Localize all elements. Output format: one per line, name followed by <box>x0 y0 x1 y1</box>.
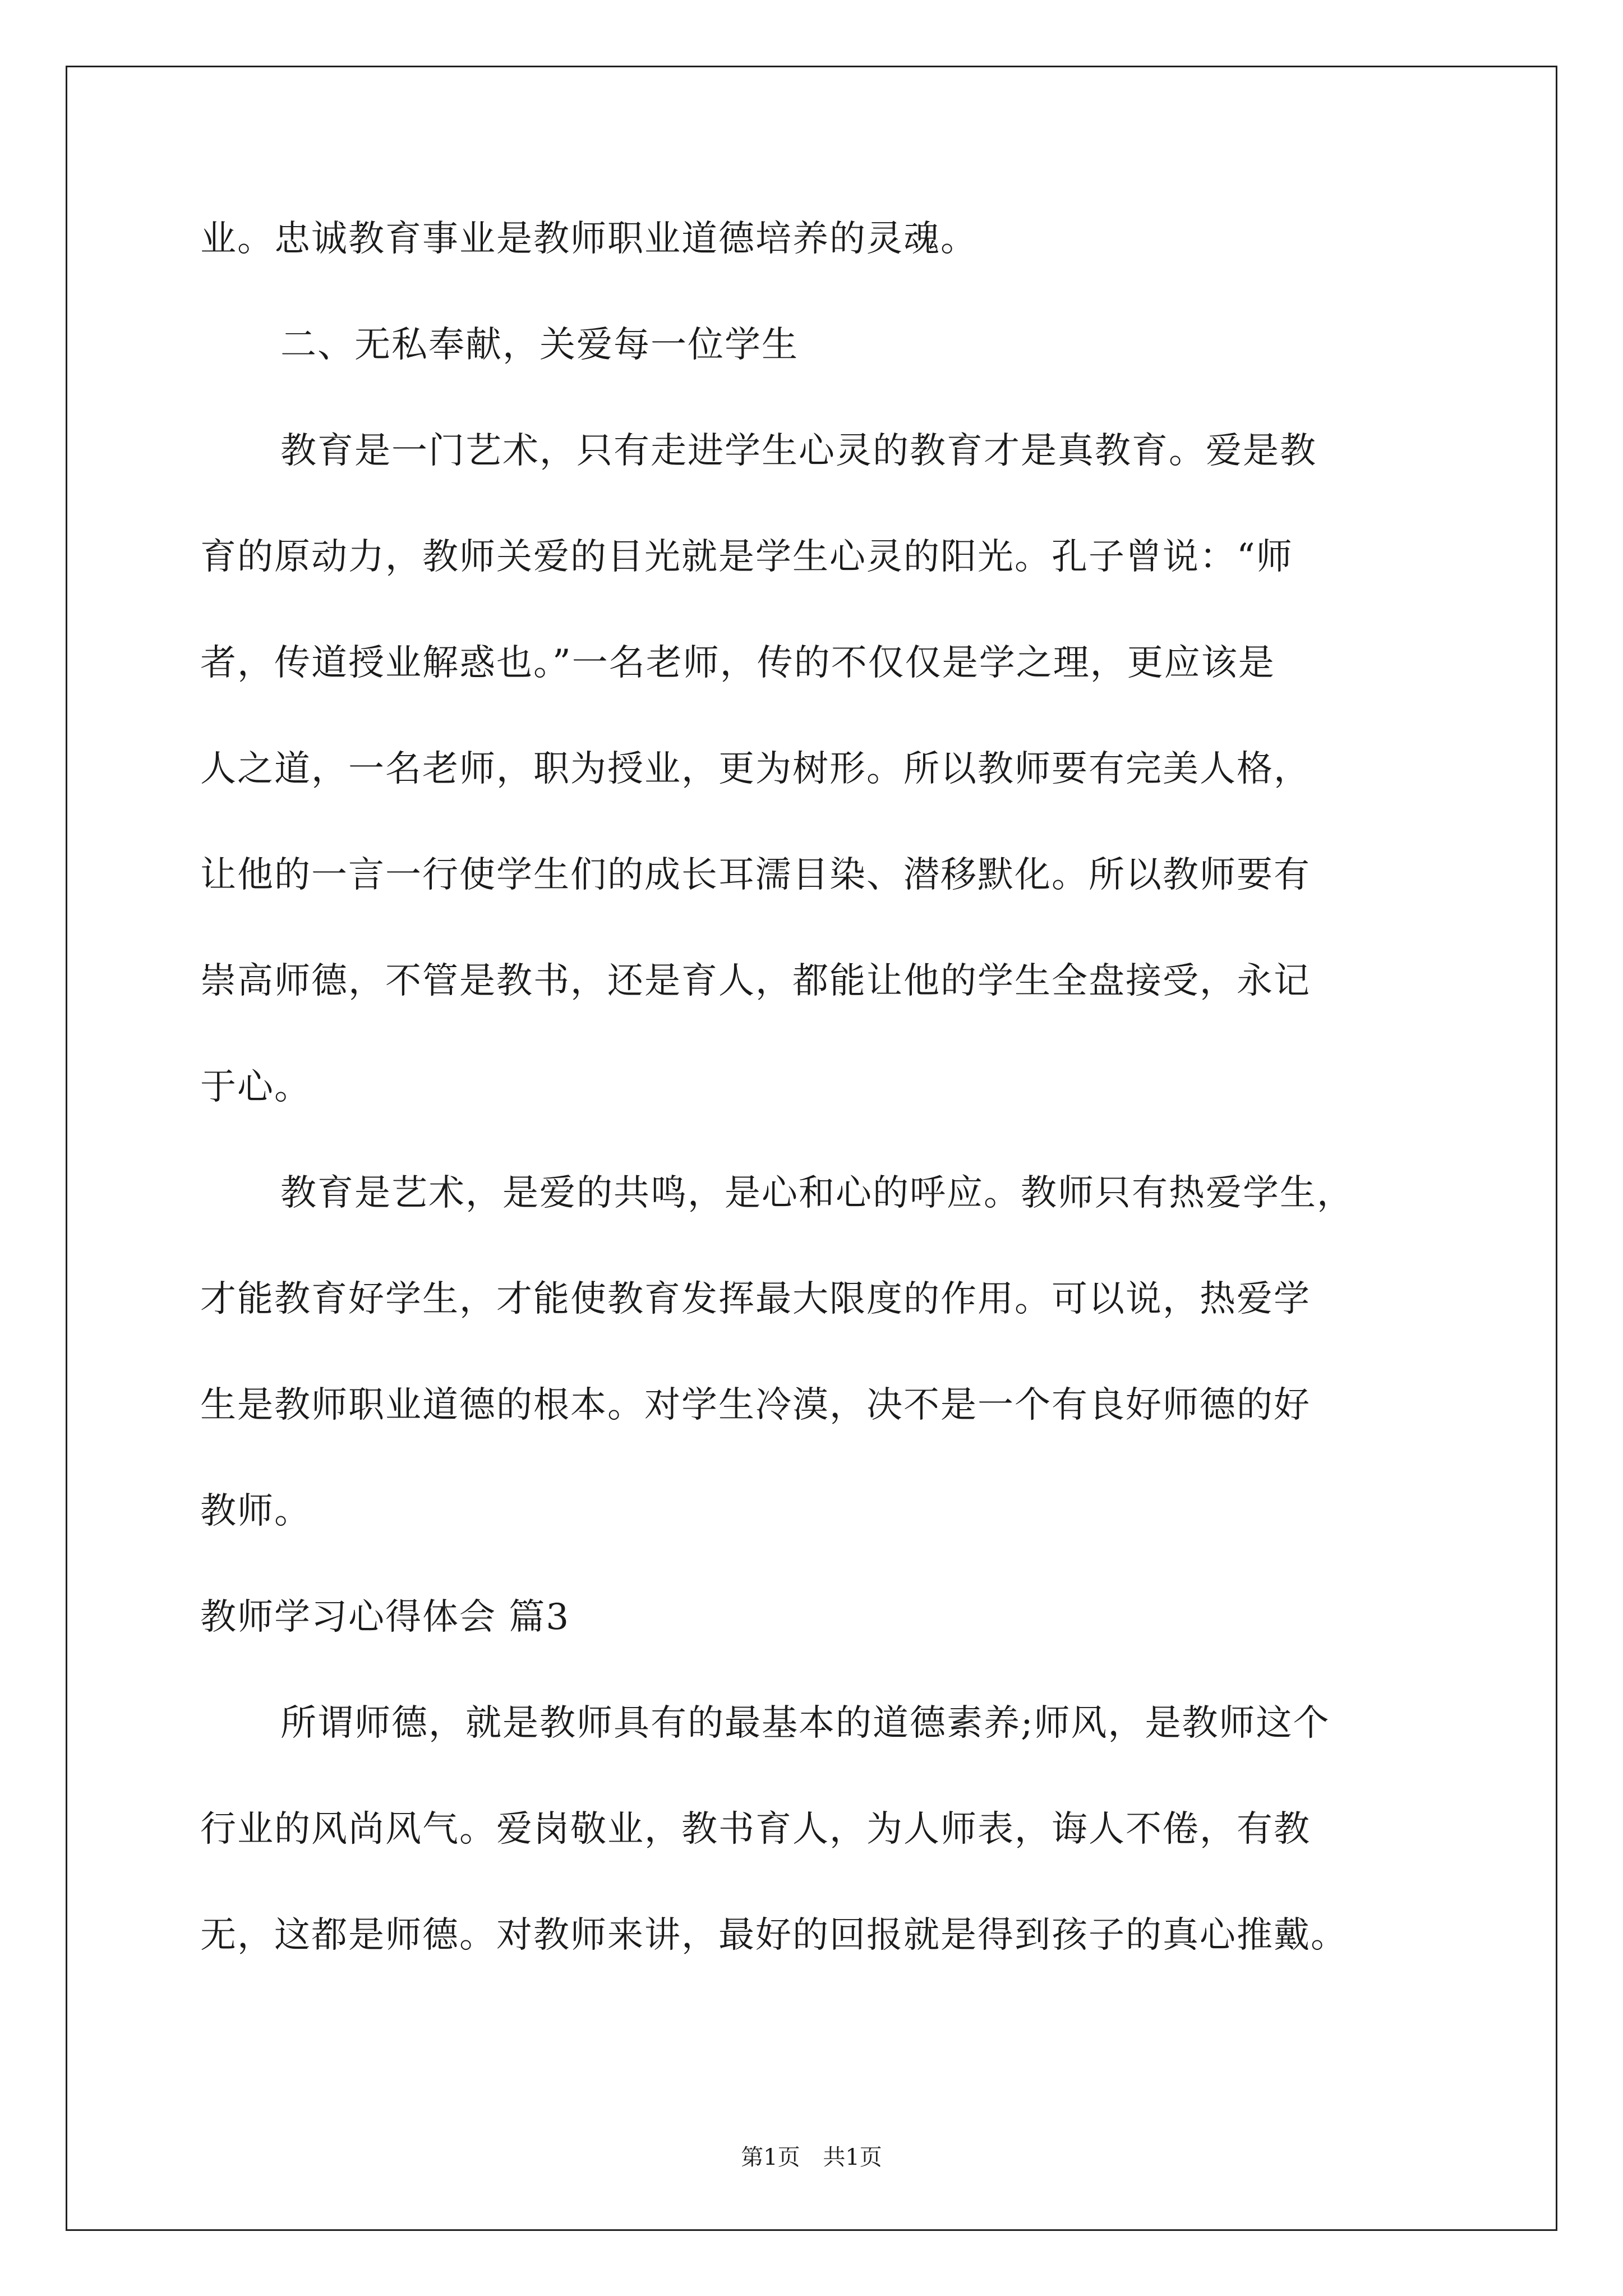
text-line-11: 才能教育好学生，才能使教育发挥最大限度的作用。可以说，热爱学 <box>200 1278 1311 1320</box>
text-line-7: 让他的一言一行使学生们的成长耳濡目染、潜移默化。所以教师要有 <box>200 854 1311 896</box>
text-line-16: 行业的风尚风气。爱岗敬业，教书育人，为人师表，诲人不倦，有教 <box>200 1809 1311 1850</box>
text-line-4: 育的原动力，教师关爱的目光就是学生心灵的阳光。孔子曾说：“师 <box>200 536 1293 578</box>
page-border <box>66 66 1557 2231</box>
text-line-6: 人之道，一名老师，职为授业，更为树形。所以教师要有完美人格， <box>200 748 1311 790</box>
article-heading: 教师学习心得体会 篇3 <box>200 1596 570 1638</box>
page-number: 第1页 <box>741 2145 800 2170</box>
text-line-15: 所谓师德，就是教师具有的最基本的道德素养;师风，是教师这个 <box>280 1703 1330 1744</box>
text-line-3: 教育是一门艺术，只有走进学生心灵的教育才是真教育。爱是教 <box>280 430 1317 472</box>
section-heading: 二、无私奉献，关爱每一位学生 <box>280 324 799 366</box>
text-line-10: 教育是艺术，是爱的共鸣，是心和心的呼应。教师只有热爱学生， <box>280 1172 1354 1214</box>
page-footer <box>0 2142 1623 2173</box>
text-line-12: 生是教师职业道德的根本。对学生冷漠，决不是一个有良好师德的好 <box>200 1384 1311 1426</box>
text-line-5: 者，传道授业解惑也。”一名老师，传的不仅仅是学之理，更应该是 <box>200 642 1275 684</box>
text-line-8: 崇高师德，不管是教书，还是育人，都能让他的学生全盘接受，永记 <box>200 960 1311 1002</box>
text-line-9: 于心。 <box>200 1066 311 1108</box>
text-line-13: 教师。 <box>200 1490 311 1532</box>
text-line-1: 业。忠诚教育事业是教师职业道德培养的灵魂。 <box>200 218 978 260</box>
text-line-17: 无，这都是师德。对教师来讲，最好的回报就是得到孩子的真心推戴。 <box>200 1915 1348 1956</box>
total-pages: 共1页 <box>823 2145 882 2170</box>
